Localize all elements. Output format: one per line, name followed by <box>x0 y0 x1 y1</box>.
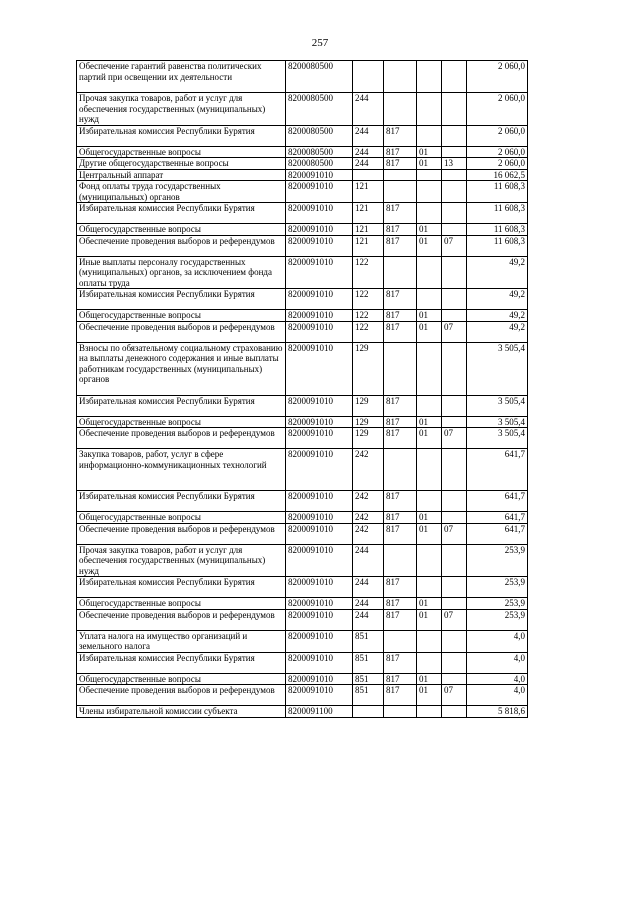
row-subsection <box>442 544 467 577</box>
row-target-article: 8200080500 <box>286 146 353 158</box>
row-target-article: 8200091010 <box>286 416 353 428</box>
row-subsection <box>442 577 467 598</box>
row-administrator <box>384 181 417 203</box>
row-section <box>417 61 442 93</box>
table-row <box>77 203 528 224</box>
row-name: Избирательная комиссия Республики Бурятия <box>77 289 286 310</box>
table-row <box>77 224 528 236</box>
row-target-article: 8200091010 <box>286 181 353 203</box>
row-expense-type: 121 <box>353 181 384 203</box>
row-sum: 5 818,6 <box>467 706 528 718</box>
table-row <box>77 416 528 428</box>
row-subsection <box>442 673 467 685</box>
row-subsection <box>442 289 467 310</box>
row-expense-type: 851 <box>353 673 384 685</box>
row-name: Общегосударственные вопросы <box>77 224 286 236</box>
row-expense-type: 242 <box>353 523 384 544</box>
row-name: Избирательная комиссия Республики Бурятия <box>77 203 286 224</box>
row-administrator <box>384 544 417 577</box>
row-subsection <box>442 598 467 610</box>
row-administrator <box>384 706 417 718</box>
row-target-article: 8200091010 <box>286 673 353 685</box>
row-expense-type: 121 <box>353 235 384 256</box>
row-subsection <box>442 310 467 322</box>
row-section <box>417 125 442 146</box>
table-row <box>77 685 528 706</box>
row-target-article: 8200091010 <box>286 609 353 630</box>
row-target-article: 8200091010 <box>286 321 353 342</box>
row-administrator <box>384 630 417 652</box>
row-name: Избирательная комиссия Республики Бурятия <box>77 652 286 673</box>
row-target-article: 8200091010 <box>286 544 353 577</box>
row-section <box>417 449 442 491</box>
table-row <box>77 342 528 395</box>
row-name: Обеспечение проведения выборов и референдумов <box>77 523 286 544</box>
table-row <box>77 523 528 544</box>
row-sum: 2 060,0 <box>467 146 528 158</box>
page-number: 257 <box>311 37 329 49</box>
row-target-article: 8200091010 <box>286 577 353 598</box>
row-expense-type: 244 <box>353 609 384 630</box>
table-row <box>77 577 528 598</box>
row-subsection <box>442 61 467 93</box>
row-administrator <box>384 449 417 491</box>
row-administrator: 817 <box>384 673 417 685</box>
table-row <box>77 93 528 126</box>
row-sum: 4,0 <box>467 630 528 652</box>
row-administrator: 817 <box>384 146 417 158</box>
row-administrator: 817 <box>384 512 417 524</box>
row-target-article: 8200091010 <box>286 428 353 449</box>
table-row <box>77 321 528 342</box>
row-administrator <box>384 61 417 93</box>
row-target-article: 8200091010 <box>286 652 353 673</box>
row-section: 01 <box>417 158 442 170</box>
row-target-article: 8200091010 <box>286 523 353 544</box>
row-name: Уплата налога на имущество организаций и земельного налога <box>77 630 286 652</box>
row-subsection <box>442 706 467 718</box>
row-administrator: 817 <box>384 224 417 236</box>
row-administrator <box>384 169 417 181</box>
table-row <box>77 609 528 630</box>
row-administrator: 817 <box>384 652 417 673</box>
row-expense-type: 244 <box>353 577 384 598</box>
row-subsection <box>442 512 467 524</box>
row-section: 01 <box>417 224 442 236</box>
table-row <box>77 673 528 685</box>
table-row <box>77 598 528 610</box>
row-expense-type: 244 <box>353 125 384 146</box>
row-sum: 253,9 <box>467 577 528 598</box>
row-section <box>417 491 442 512</box>
row-expense-type: 244 <box>353 598 384 610</box>
row-subsection: 13 <box>442 158 467 170</box>
table-row <box>77 706 528 718</box>
row-sum: 49,2 <box>467 321 528 342</box>
row-expense-type: 122 <box>353 256 384 289</box>
row-sum: 3 505,4 <box>467 342 528 395</box>
row-expense-type <box>353 61 384 93</box>
row-sum: 4,0 <box>467 652 528 673</box>
row-name: Обеспечение проведения выборов и референдумов <box>77 321 286 342</box>
row-name: Центральный аппарат <box>77 169 286 181</box>
row-administrator: 817 <box>384 523 417 544</box>
row-target-article: 8200091010 <box>286 598 353 610</box>
row-section <box>417 706 442 718</box>
row-name: Закупка товаров, работ, услуг в сфере информационно-коммуникационных технологий <box>77 449 286 491</box>
row-administrator <box>384 342 417 395</box>
row-section <box>417 93 442 126</box>
row-sum: 2 060,0 <box>467 158 528 170</box>
row-expense-type <box>353 706 384 718</box>
row-expense-type: 851 <box>353 630 384 652</box>
row-subsection <box>442 395 467 416</box>
row-administrator: 817 <box>384 321 417 342</box>
row-name: Избирательная комиссия Республики Бурятия <box>77 577 286 598</box>
table-row <box>77 512 528 524</box>
row-subsection: 07 <box>442 321 467 342</box>
row-name: Обеспечение проведения выборов и референдумов <box>77 235 286 256</box>
row-sum: 49,2 <box>467 289 528 310</box>
row-target-article: 8200080500 <box>286 125 353 146</box>
row-expense-type: 122 <box>353 310 384 322</box>
row-target-article: 8200091010 <box>286 512 353 524</box>
row-section <box>417 203 442 224</box>
row-subsection <box>442 342 467 395</box>
table-row <box>77 289 528 310</box>
row-sum: 11 608,3 <box>467 235 528 256</box>
row-expense-type: 244 <box>353 158 384 170</box>
row-section: 01 <box>417 235 442 256</box>
row-expense-type: 129 <box>353 395 384 416</box>
row-target-article: 8200080500 <box>286 93 353 126</box>
row-administrator: 817 <box>384 428 417 449</box>
row-sum: 49,2 <box>467 256 528 289</box>
table-row <box>77 158 528 170</box>
row-section: 01 <box>417 598 442 610</box>
row-subsection <box>442 491 467 512</box>
row-section <box>417 342 442 395</box>
row-target-article: 8200091010 <box>286 395 353 416</box>
table-row <box>77 310 528 322</box>
table-row <box>77 491 528 512</box>
row-section: 01 <box>417 609 442 630</box>
row-section <box>417 181 442 203</box>
row-name: Общегосударственные вопросы <box>77 416 286 428</box>
row-section <box>417 544 442 577</box>
table-row <box>77 449 528 491</box>
row-name: Обеспечение гарантий равенства политических партий при освещении их деятельности <box>77 61 286 93</box>
row-target-article: 8200091010 <box>286 235 353 256</box>
row-subsection <box>442 630 467 652</box>
row-sum: 641,7 <box>467 449 528 491</box>
row-name: Взносы по обязательному социальному страхованию на выплаты денежного содержания и иные выплаты работникам государственных (муниципальных) органов <box>77 342 286 395</box>
row-section <box>417 630 442 652</box>
table-row <box>77 630 528 652</box>
row-section <box>417 256 442 289</box>
table-row <box>77 256 528 289</box>
row-sum: 4,0 <box>467 685 528 706</box>
row-expense-type: 129 <box>353 342 384 395</box>
row-target-article: 8200091010 <box>286 491 353 512</box>
row-sum: 641,7 <box>467 491 528 512</box>
row-name: Обеспечение проведения выборов и референдумов <box>77 609 286 630</box>
row-name: Общегосударственные вопросы <box>77 673 286 685</box>
row-target-article: 8200091010 <box>286 310 353 322</box>
row-target-article: 8200080500 <box>286 158 353 170</box>
row-sum: 2 060,0 <box>467 61 528 93</box>
row-administrator: 817 <box>384 491 417 512</box>
table-row <box>77 544 528 577</box>
row-name: Члены избирательной комиссии субъекта <box>77 706 286 718</box>
row-section: 01 <box>417 428 442 449</box>
row-expense-type: 129 <box>353 416 384 428</box>
row-name: Фонд оплаты труда государственных (муниципальных) органов <box>77 181 286 203</box>
row-target-article: 8200091010 <box>286 256 353 289</box>
row-subsection <box>442 203 467 224</box>
row-subsection: 07 <box>442 523 467 544</box>
row-subsection <box>442 224 467 236</box>
row-sum: 11 608,3 <box>467 203 528 224</box>
row-section <box>417 169 442 181</box>
row-administrator: 817 <box>384 289 417 310</box>
table-row <box>77 652 528 673</box>
row-expense-type: 851 <box>353 685 384 706</box>
row-subsection <box>442 181 467 203</box>
row-sum: 11 608,3 <box>467 181 528 203</box>
row-subsection <box>442 125 467 146</box>
row-administrator: 817 <box>384 685 417 706</box>
row-administrator: 817 <box>384 310 417 322</box>
row-subsection: 07 <box>442 685 467 706</box>
row-name: Избирательная комиссия Республики Бурятия <box>77 395 286 416</box>
row-sum: 253,9 <box>467 544 528 577</box>
row-administrator <box>384 256 417 289</box>
budget-table-body <box>77 61 528 718</box>
row-target-article: 8200091010 <box>286 203 353 224</box>
row-sum: 49,2 <box>467 310 528 322</box>
row-expense-type: 121 <box>353 224 384 236</box>
row-subsection <box>442 93 467 126</box>
row-name: Общегосударственные вопросы <box>77 512 286 524</box>
row-administrator: 817 <box>384 125 417 146</box>
row-sum: 253,9 <box>467 598 528 610</box>
row-subsection <box>442 146 467 158</box>
table-row <box>77 125 528 146</box>
row-section: 01 <box>417 512 442 524</box>
row-target-article: 8200091010 <box>286 630 353 652</box>
row-name: Иные выплаты персоналу государственных (муниципальных) органов, за исключением фонда оплаты труда <box>77 256 286 289</box>
row-section: 01 <box>417 416 442 428</box>
row-section: 01 <box>417 310 442 322</box>
row-administrator: 817 <box>384 577 417 598</box>
row-subsection <box>442 652 467 673</box>
row-target-article: 8200091010 <box>286 449 353 491</box>
row-expense-type: 244 <box>353 146 384 158</box>
row-administrator: 817 <box>384 203 417 224</box>
row-expense-type: 242 <box>353 512 384 524</box>
row-expense-type: 121 <box>353 203 384 224</box>
row-name: Прочая закупка товаров, работ и услуг для обеспечения государственных (муниципальных) нужд <box>77 93 286 126</box>
table-row <box>77 395 528 416</box>
row-expense-type: 122 <box>353 321 384 342</box>
row-subsection <box>442 449 467 491</box>
row-target-article: 8200091010 <box>286 342 353 395</box>
row-name: Избирательная комиссия Республики Бурятия <box>77 125 286 146</box>
row-administrator: 817 <box>384 416 417 428</box>
table-row <box>77 428 528 449</box>
row-expense-type: 129 <box>353 428 384 449</box>
row-section: 01 <box>417 673 442 685</box>
row-expense-type: 851 <box>353 652 384 673</box>
table-row <box>77 169 528 181</box>
row-name: Обеспечение проведения выборов и референдумов <box>77 685 286 706</box>
row-target-article: 8200091010 <box>286 169 353 181</box>
row-sum: 2 060,0 <box>467 125 528 146</box>
row-section: 01 <box>417 146 442 158</box>
row-administrator: 817 <box>384 158 417 170</box>
row-subsection <box>442 416 467 428</box>
row-sum: 16 062,5 <box>467 169 528 181</box>
row-administrator: 817 <box>384 235 417 256</box>
row-section: 01 <box>417 321 442 342</box>
row-name: Обеспечение проведения выборов и референдумов <box>77 428 286 449</box>
row-sum: 3 505,4 <box>467 428 528 449</box>
row-administrator: 817 <box>384 395 417 416</box>
row-target-article: 8200080500 <box>286 61 353 93</box>
row-section <box>417 395 442 416</box>
row-section <box>417 652 442 673</box>
row-subsection <box>442 256 467 289</box>
row-target-article: 8200091100 <box>286 706 353 718</box>
row-target-article: 8200091010 <box>286 224 353 236</box>
row-expense-type: 242 <box>353 449 384 491</box>
row-sum: 3 505,4 <box>467 416 528 428</box>
row-expense-type: 244 <box>353 544 384 577</box>
row-name: Прочая закупка товаров, работ и услуг для обеспечения государственных (муниципальных) нужд <box>77 544 286 577</box>
row-administrator: 817 <box>384 598 417 610</box>
row-name: Избирательная комиссия Республики Бурятия <box>77 491 286 512</box>
row-expense-type: 244 <box>353 93 384 126</box>
table-row <box>77 235 528 256</box>
row-sum: 641,7 <box>467 523 528 544</box>
row-expense-type <box>353 169 384 181</box>
row-administrator: 817 <box>384 609 417 630</box>
budget-table <box>76 60 528 718</box>
row-target-article: 8200091010 <box>286 685 353 706</box>
row-subsection <box>442 169 467 181</box>
table-row <box>77 61 528 93</box>
row-administrator <box>384 93 417 126</box>
row-sum: 11 608,3 <box>467 224 528 236</box>
row-sum: 2 060,0 <box>467 93 528 126</box>
row-section <box>417 577 442 598</box>
row-name: Общегосударственные вопросы <box>77 598 286 610</box>
row-section <box>417 289 442 310</box>
row-subsection: 07 <box>442 428 467 449</box>
row-sum: 253,9 <box>467 609 528 630</box>
row-name: Общегосударственные вопросы <box>77 310 286 322</box>
row-name: Общегосударственные вопросы <box>77 146 286 158</box>
row-target-article: 8200091010 <box>286 289 353 310</box>
row-subsection: 07 <box>442 609 467 630</box>
row-subsection: 07 <box>442 235 467 256</box>
row-expense-type: 122 <box>353 289 384 310</box>
row-section: 01 <box>417 523 442 544</box>
row-sum: 641,7 <box>467 512 528 524</box>
row-section: 01 <box>417 685 442 706</box>
table-row <box>77 181 528 203</box>
table-row <box>77 146 528 158</box>
row-sum: 3 505,4 <box>467 395 528 416</box>
row-expense-type: 242 <box>353 491 384 512</box>
row-name: Другие общегосударственные вопросы <box>77 158 286 170</box>
row-sum: 4,0 <box>467 673 528 685</box>
